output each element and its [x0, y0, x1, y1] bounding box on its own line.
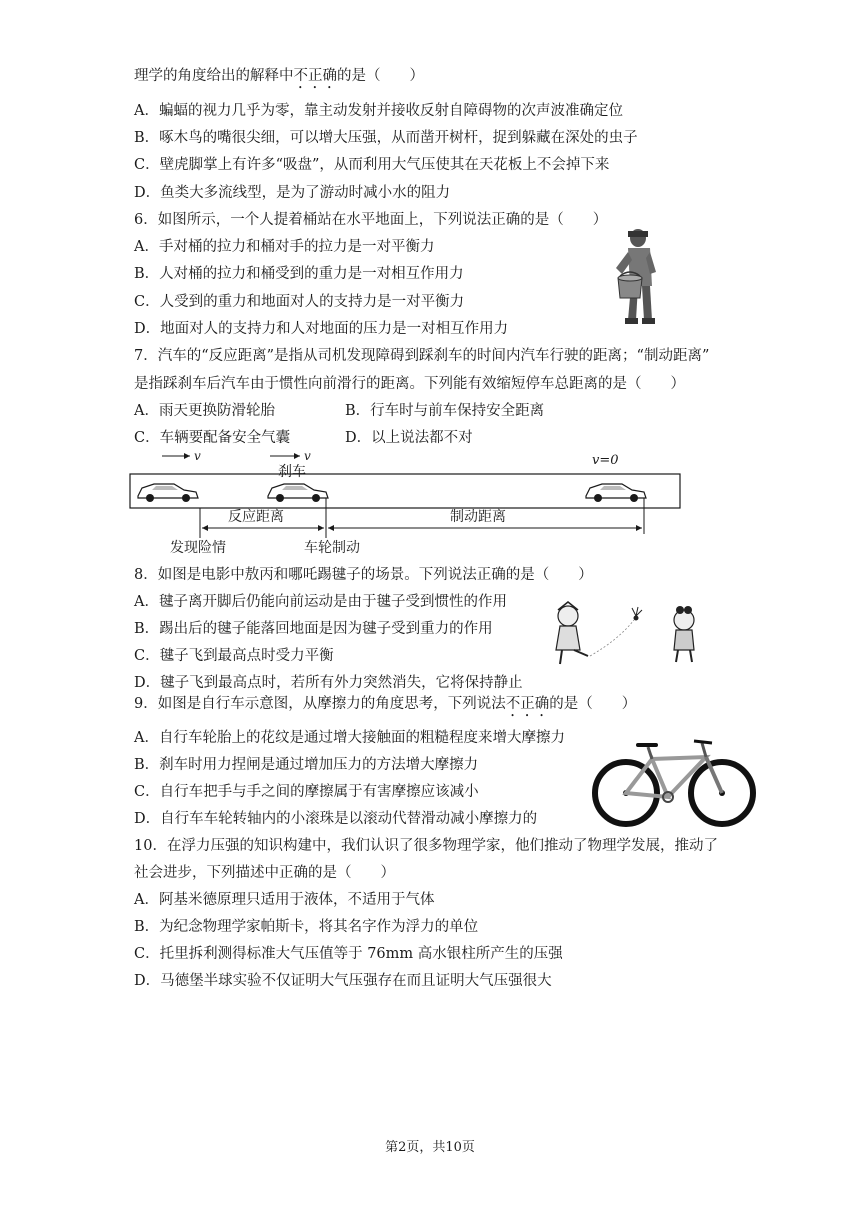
q9-option-c: C．自行车把手与手之间的摩擦属于有害摩擦应该减小 — [134, 784, 479, 800]
q8-option-c: C．毽子飞到最高点时受力平衡 — [134, 648, 334, 664]
person-with-bucket-figure — [600, 228, 670, 328]
q9-option-a: A．自行车轮胎上的花纹是通过增大接触面的粗糙程度来增大摩擦力 — [134, 730, 565, 746]
q10-stem-line-2: 社会进步，下列描述中正确的是（ ） — [134, 865, 395, 881]
q9-stem-emphasis: 不正确 — [505, 696, 550, 712]
q6-option-c: C．人受到的重力和地面对人的支持力是一对平衡力 — [134, 294, 465, 310]
discover-danger-label: 发现险情 — [170, 540, 226, 556]
q8-option-a: A．毽子离开脚后仍能向前运动是由于毽子受到惯性的作用 — [134, 594, 507, 610]
q7-stem-line-2: 是指踩刹车后汽车由于惯性向前滑行的距离。下列能有效缩短停车总距离的是（ ） — [134, 376, 685, 392]
q7-option-c: C．车辆要配备安全气囊 — [134, 430, 291, 446]
q8-option-d: D．毽子飞到最高点时，若所有外力突然消失，它将保持静止 — [134, 675, 523, 691]
q10-option-c: C．托里拆利测得标准大气压值等于 76mm 高水银柱所产生的压强 — [134, 946, 563, 962]
q6-option-b: B．人对桶的拉力和桶受到的重力是一对相互作用力 — [134, 266, 464, 282]
q7-option-b: B．行车时与前车保持安全距离 — [345, 403, 545, 419]
q5-stem-emphasis: 不正确 — [293, 68, 337, 84]
q7-options-row-1 — [134, 401, 275, 421]
q9-option-b: B．刹车时用力捏闸是通过增加压力的方法增大摩擦力 — [134, 757, 479, 773]
q7-option-a: A．雨天更换防滑轮胎 — [134, 403, 275, 419]
q6-option-a: A．手对桶的拉力和桶对手的拉力是一对平衡力 — [134, 239, 435, 255]
q6-stem: 6．如图所示，一个人提着桶站在水平地面上，下列说法正确的是（ ） — [134, 212, 608, 228]
q5-option-b: B．啄木鸟的嘴很尖细，可以增大压强，从而凿开树杆，捉到躲藏在深处的虫子 — [134, 130, 638, 146]
page-footer: 第2页，共10页 — [385, 1140, 475, 1155]
reaction-distance-label: 反应距离 — [228, 509, 284, 525]
car-1 — [138, 484, 198, 502]
q10-option-b: B．为纪念物理学家帕斯卡，将其名字作为浮力的单位 — [134, 919, 479, 935]
q7-option-d: D．以上说法都不对 — [345, 430, 473, 446]
kicking-shuttlecock-figure — [548, 600, 708, 670]
bicycle-figure — [590, 735, 760, 831]
q8-stem: 8．如图是电影中敖丙和哪吒踢毽子的场景。下列说法正确的是（ ） — [134, 567, 593, 583]
q5-stem — [134, 66, 424, 92]
q9-option-d: D．自行车车轮转轴内的小滚珠是以滚动代替滑动减小摩擦力的 — [134, 811, 538, 827]
brake-label: 刹车 — [278, 464, 306, 480]
braking-distance-label: 制动距离 — [450, 509, 506, 525]
q8-option-b: B．踢出后的毽子能落回地面是因为毽子受到重力的作用 — [134, 621, 493, 637]
shuttlecock — [632, 607, 642, 621]
q5-stem-pre: 理学的角度给出的解释中 — [134, 68, 294, 84]
v-zero-label: v=0 — [592, 453, 619, 468]
q5-option-c: C．壁虎脚掌上有许多“吸盘”，从而利用大气压使其在天花板上不会掉下来 — [134, 157, 610, 173]
wheel-braking-label: 车轮制动 — [304, 540, 360, 556]
q7-stem-line-1: 7．汽车的“反应距离”是指从司机发现障碍到踩刹车的时间内汽车行驶的距离；“制动距离” — [134, 348, 710, 364]
q10-option-d: D．马德堡半球实验不仅证明大气压强存在而且证明大气压强很大 — [134, 973, 552, 989]
car-3 — [586, 484, 646, 502]
q10-option-a: A．阿基米德原理只适用于液体，不适用于气体 — [134, 892, 435, 908]
q5-stem-post: 的是（ ） — [337, 68, 424, 84]
q10-stem-line-1: 10．在浮力压强的知识构建中，我们认识了很多物理学家，他们推动了物理学发展，推动了 — [134, 838, 718, 854]
stopping-distance-diagram — [120, 448, 690, 560]
q9-stem-pre: 9．如图是自行车示意图，从摩擦力的角度思考，下列说法 — [134, 696, 506, 712]
velocity-label-2: v — [304, 449, 311, 463]
q9-stem — [134, 694, 636, 720]
car-2 — [268, 484, 328, 502]
q9-stem-post: 的是（ ） — [549, 696, 637, 712]
velocity-label-1: v — [194, 449, 201, 463]
q5-option-d: D．鱼类大多流线型，是为了游动时减小水的阻力 — [134, 185, 451, 201]
q5-option-a: A．蝙蝠的视力几乎为零，靠主动发射并接收反射自障碍物的次声波准确定位 — [134, 103, 623, 119]
q6-option-d: D．地面对人的支持力和人对地面的压力是一对相互作用力 — [134, 321, 509, 337]
